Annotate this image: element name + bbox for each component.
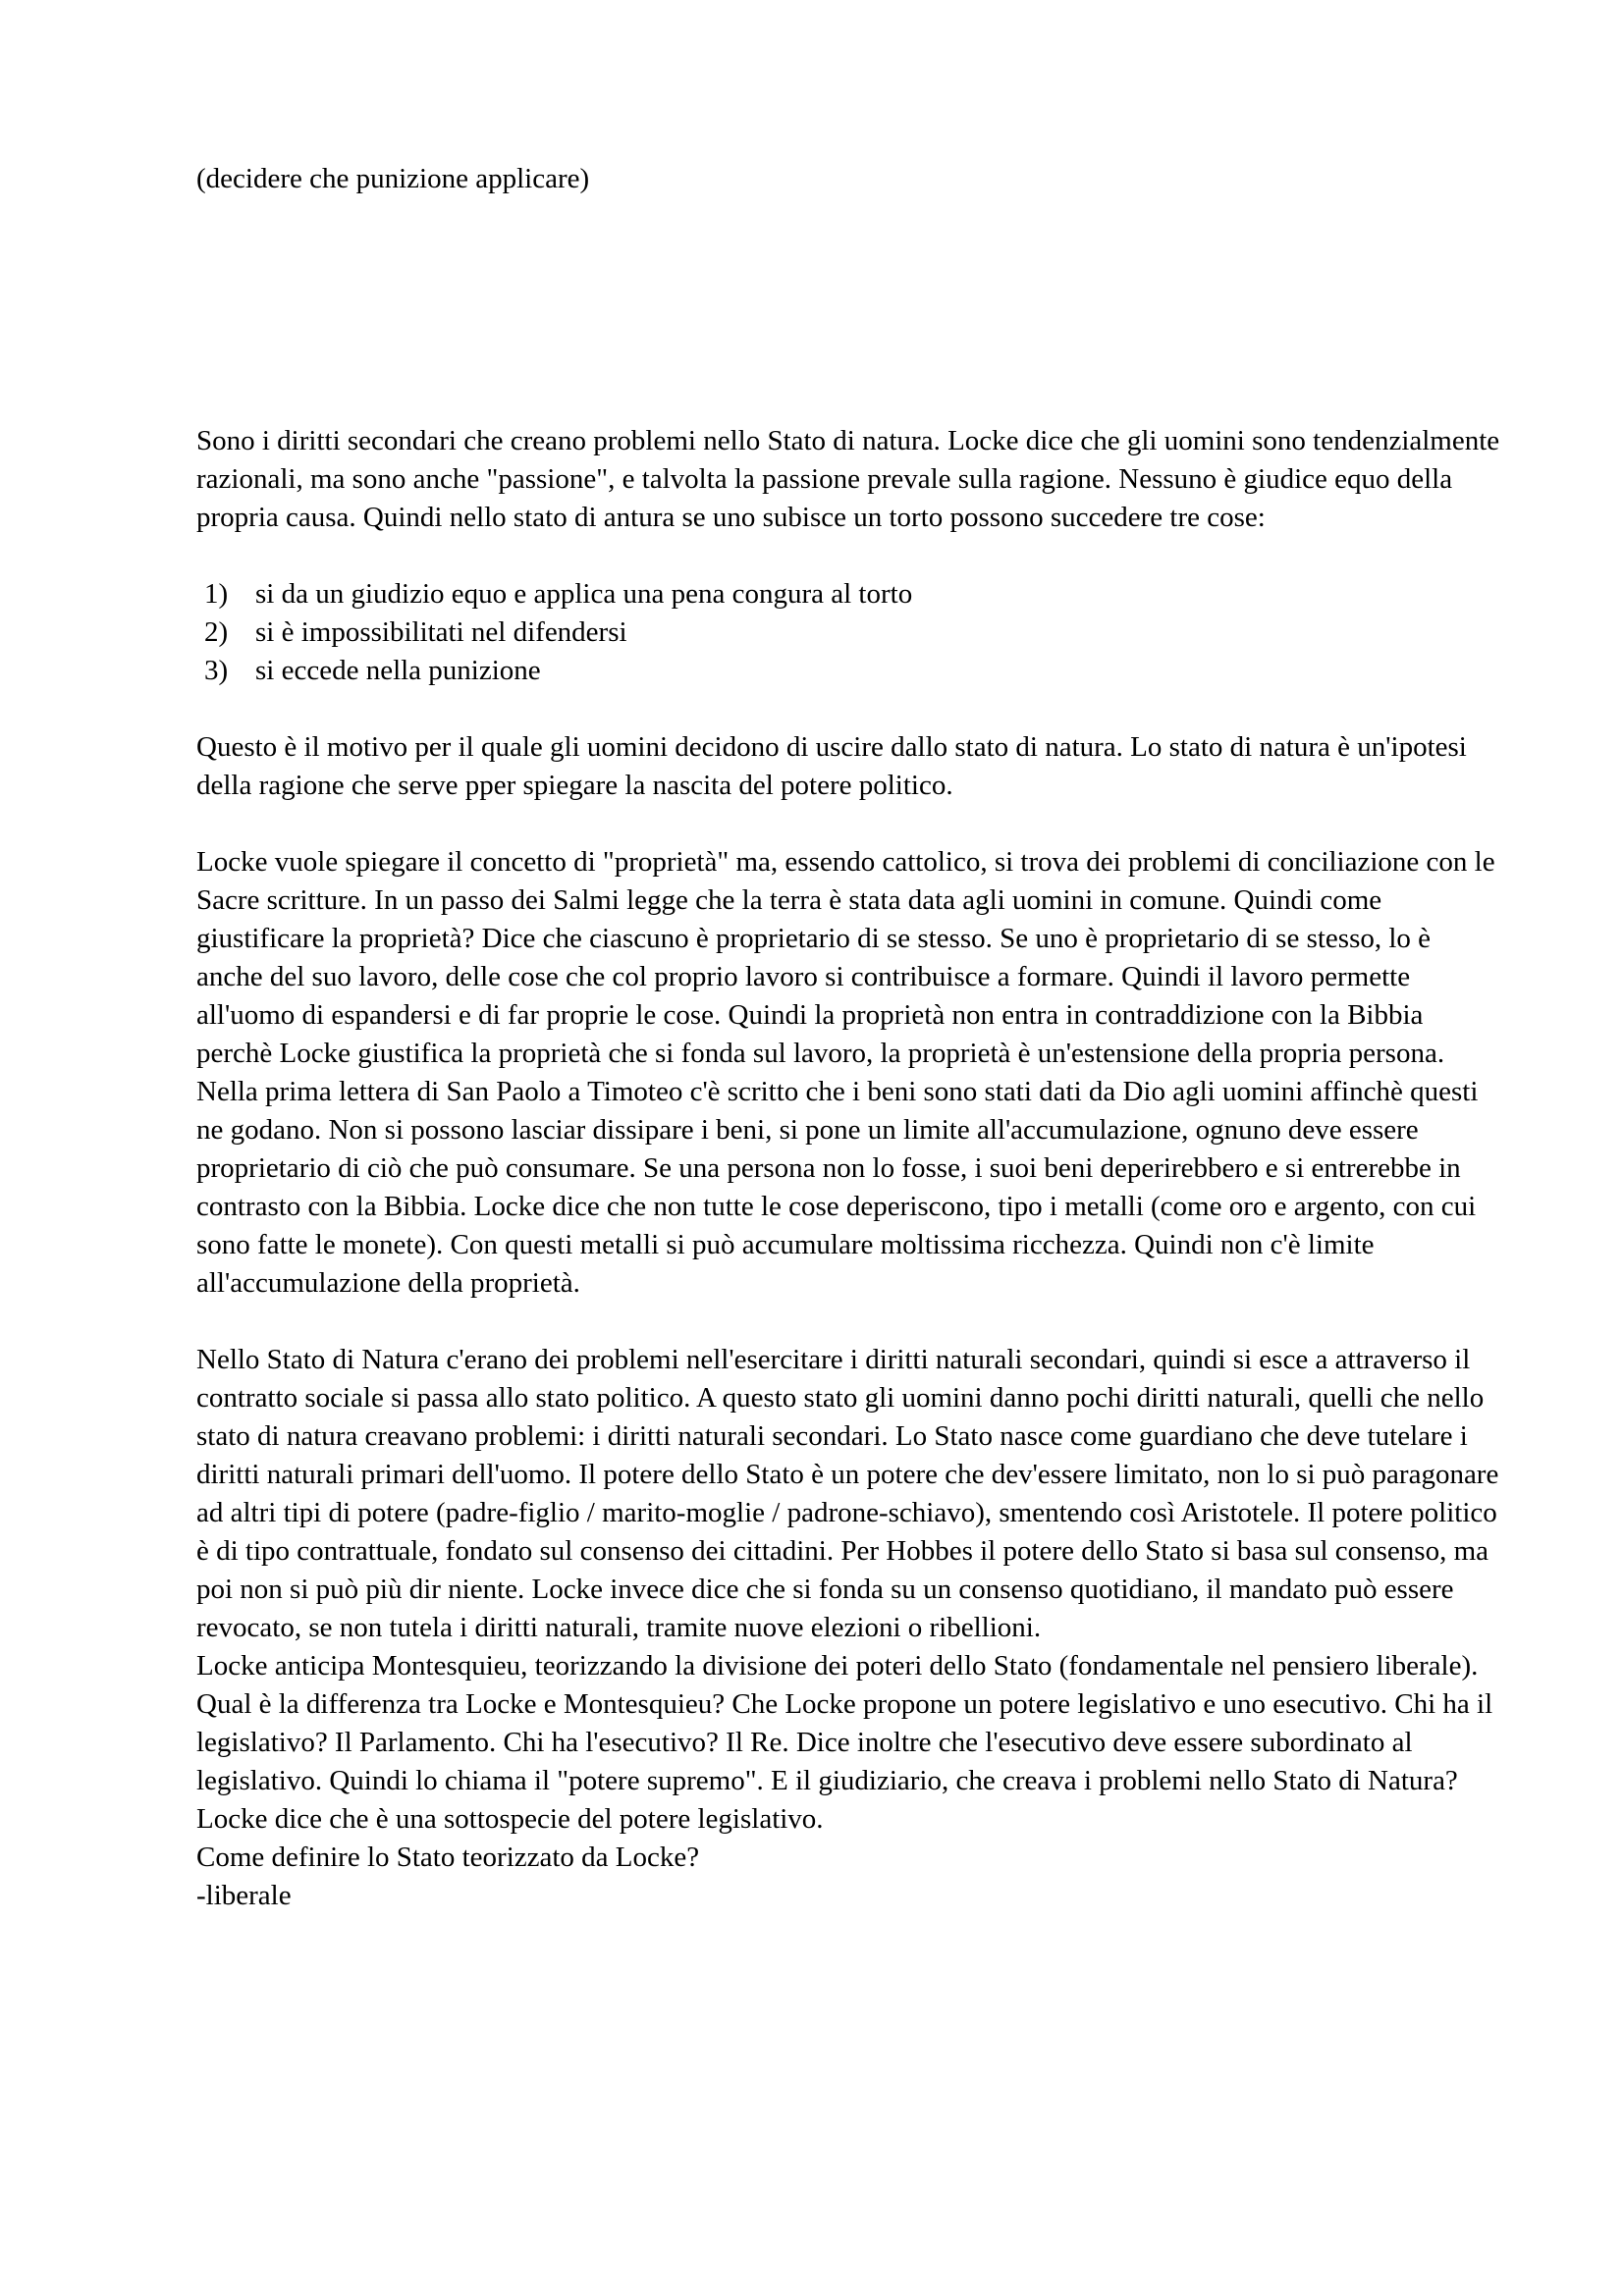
- paragraph-gap: [196, 805, 1502, 843]
- stato-paragraph: Nello Stato di Natura c'erano dei problemi nell'esercitare i diritti naturali secondari, quindi si esce a attraverso il contratto sociale si passa allo stato politico. A questo stato gli uomini danno pochi diritti naturali, quelli che nello stato di natura creavano problemi: i diritti naturali secondari. Lo Stato nasce come guardiano che deve tutelare i diritti naturali primari dell'uomo. Il potere dello Stato è un potere che dev'essere limitato, non lo si può paragonare ad altri tipi di potere (padre-figlio / marito-moglie / padrone-schiavo), smentendo così Aristotele. Il potere politico è di tipo contrattuale, fondato sul consenso dei cittadini. Per Hobbes il potere dello Stato si basa sul consenso, ma poi non si può più dir niente. Locke invece dice che si fonda su un consenso quotidiano, il mandato può essere revocato, se non tutela i diritti naturali, tramite nuove elezioni o ribellioni.: [196, 1344, 1499, 1643]
- list-item-text: si da un giudizio equo e applica una pena congura al torto: [255, 578, 913, 610]
- list-item: [196, 614, 1502, 652]
- list-item-number: 2): [204, 616, 229, 648]
- list-item: [196, 575, 1502, 614]
- paragraph-gap: [196, 1303, 1502, 1341]
- timoteo-paragraph: Nella prima lettera di San Paolo a Timoteo c'è scritto che i beni sono stati dati da Dio agli uomini affinchè questi ne godano. Non si possono lasciar dissipare i beni, si pone un limite all'accumulazione, ognuno deve essere proprietario di ciò che può consumare. Se una persona non lo fosse, i suoi beni deperirebbero e si entrerebbe in contrasto con la Bibbia. Locke dice che non tutte le cose deperiscono, tipo i metalli (come oro e argento, con cui sono fatte le monete). Con questi metalli si può accumulare moltissima ricchezza. Quindi non c'è limite all'accumulazione della proprietà.: [196, 1076, 1479, 1299]
- numbered-list: [196, 575, 1502, 690]
- intro-paragraph: Sono i diritti secondari che creano problemi nello Stato di natura. Locke dice che gli uomini sono tendenzialmente razionali, ma sono anche "passione", e talvolta la passione prevale sulla ragione. Nessuno è giudice equo della propria causa. Quindi nello stato di antura se uno subisce un torto possono succedere tre cose:: [196, 425, 1500, 533]
- list-item: [196, 652, 1502, 690]
- top-line: [196, 160, 1502, 198]
- list-item-text: si eccede nella punizione: [255, 655, 541, 686]
- body-text: [196, 422, 1502, 1915]
- list-item-text: si è impossibilitati nel difendersi: [255, 616, 627, 648]
- list-item-number: 1): [204, 578, 229, 610]
- motivo-paragraph: Questo è il motivo per il quale gli uomini decidono di uscire dallo stato di natura. Lo stato di natura è un'ipotesi della ragione che serve pper spiegare la nascita del potere politico.: [196, 731, 1467, 801]
- answer-line: -liberale: [196, 1880, 292, 1911]
- top-line-text: (decidere che punizione applicare): [196, 163, 590, 194]
- list-item-number: 3): [204, 655, 229, 686]
- question-line: Come definire lo Stato teorizzato da Locke?: [196, 1842, 700, 1873]
- proprieta-paragraph: Locke vuole spiegare il concetto di "proprietà" ma, essendo cattolico, si trova dei problemi di conciliazione con le Sacre scritture. In un passo dei Salmi legge che la terra è stata data agli uomini in comune. Quindi come giustificare la proprietà? Dice che ciascuno è proprietario di se stesso. Se uno è proprietario di se stesso, lo è anche del suo lavoro, delle cose che col proprio lavoro si contribuisce a formare. Quindi il lavoro permette all'uomo di espandersi e di far proprie le cose. Quindi la proprietà non entra in contraddizione con la Bibbia perchè Locke giustifica la proprietà che si fonda sul lavoro, la proprietà è un'estensione della propria persona.: [196, 846, 1495, 1069]
- montesquieu-paragraph: Locke anticipa Montesquieu, teorizzando la divisione dei poteri dello Stato (fondamentale nel pensiero liberale). Qual è la differenza tra Locke e Montesquieu? Che Locke propone un potere legislativo e uno esecutivo. Chi ha il legislativo? Il Parlamento. Chi ha l'esecutivo? Il Re. Dice inoltre che l'esecutivo deve essere subordinato al legislativo. Quindi lo chiama il "potere supremo". E il giudiziario, che creava i problemi nello Stato di Natura? Locke dice che è una sottospecie del potere legislativo.: [196, 1650, 1493, 1835]
